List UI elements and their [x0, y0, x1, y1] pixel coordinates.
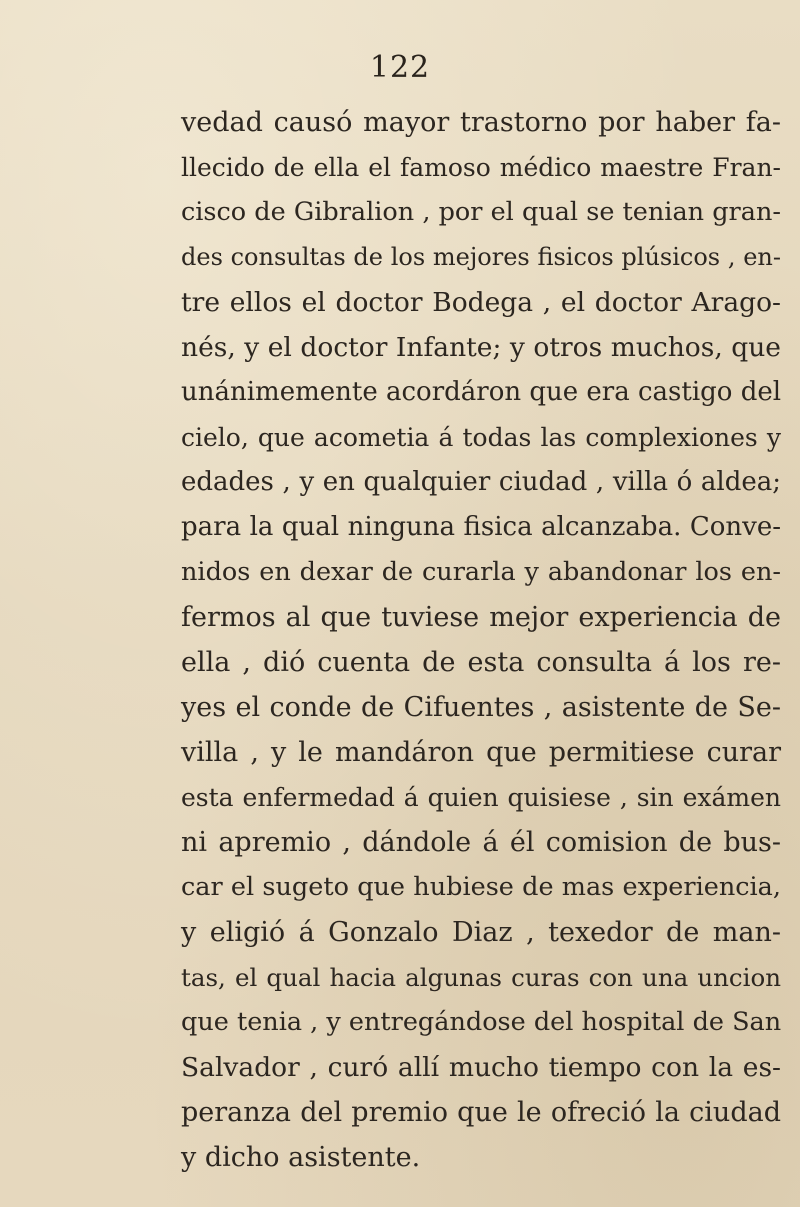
text-line: tre ellos el doctor Bodega , el doctor Arago-	[181, 287, 781, 318]
text-line: tas, el qual hacia algunas curas con una uncion	[181, 963, 781, 992]
text-line: Salvador , curó allí mucho tiempo con la es-	[181, 1052, 781, 1083]
body-text	[181, 100, 781, 1180]
text-line: yes el conde de Cifuentes , asistente de Se-	[181, 692, 781, 723]
text-line: villa , y le mandáron que permitiese curar	[181, 737, 781, 768]
text-line: esta enfermedad á quien quisiese , sin exámen	[181, 783, 781, 812]
text-line: ni apremio , dándole á él comision de bus-	[181, 827, 781, 858]
text-line: unánimemente acordáron que era castigo del	[181, 377, 782, 407]
text-line: para la qual ninguna fisica alcanzaba. Conve-	[181, 512, 781, 542]
text-line: y dicho asistente.	[181, 1142, 421, 1173]
text-line: cisco de Gibralion , por el qual se tenian gran-	[181, 197, 781, 227]
text-line: peranza del premio que le ofreció la ciudad	[181, 1097, 781, 1128]
page-number: 122	[369, 50, 431, 85]
text-line: vedad causó mayor trastorno por haber fa-	[181, 107, 781, 138]
text-line: nés, y el doctor Infante; y otros muchos, que	[181, 332, 781, 363]
text-line: que tenia , y entregándose del hospital de San	[181, 1007, 782, 1037]
text-line: fermos al que tuviese mejor experiencia de	[181, 602, 781, 633]
text-line: edades , y en qualquier ciudad , villa ó aldea;	[181, 467, 781, 497]
text-line: llecido de ella el famoso médico maestre Fran-	[181, 153, 781, 182]
text-line: car el sugeto que hubiese de mas experiencia,	[181, 872, 781, 902]
text-line: y eligió á Gonzalo Diaz , texedor de man-	[181, 917, 781, 948]
text-line: cielo, que acometia á todas las complexiones y	[181, 423, 781, 452]
text-line: ella , dió cuenta de esta consulta á los re-	[181, 647, 781, 678]
text-line: nidos en dexar de curarla y abandonar los en-	[181, 557, 781, 587]
text-line: des consultas de los mejores fisicos plúsicos , en-	[181, 243, 781, 271]
